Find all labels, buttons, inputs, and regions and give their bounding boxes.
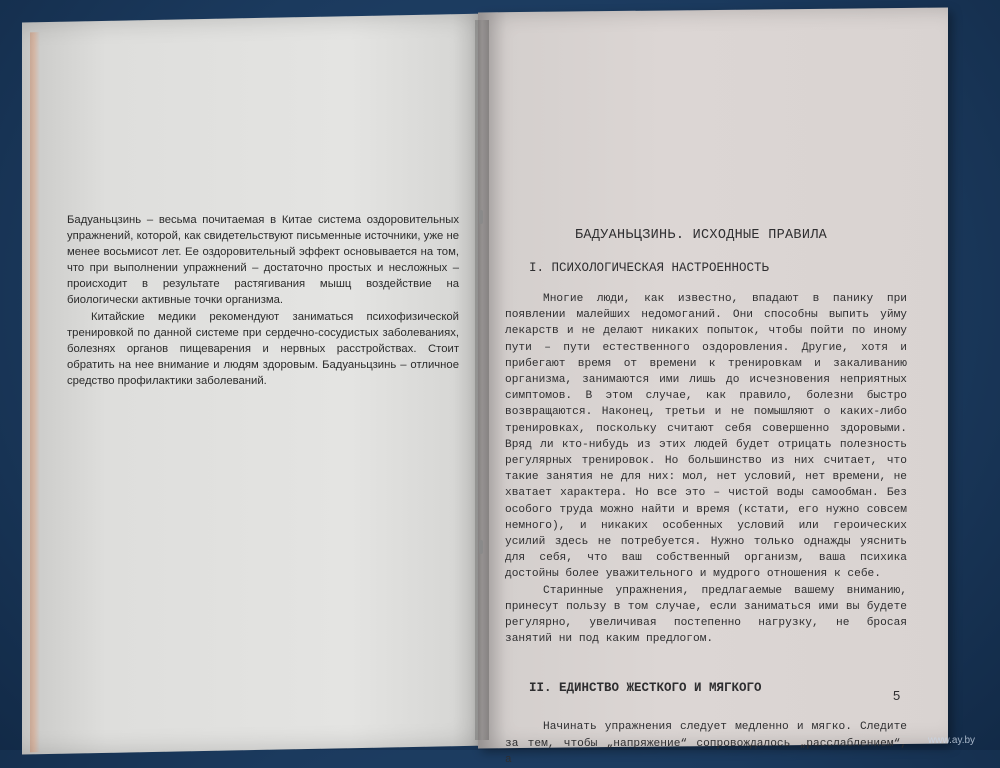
staple (479, 210, 483, 224)
left-paragraph: Китайские медики рекомендуют заниматься психофизической тренировкой по данной системе при сердечно-сосудистых заболеваниях, болезнях органов пищеварения и нервных расстройствах. Стоит обратить на нее внимание и людям здоровым. Бадуаньцзинь – отличное средство профилактики заболеваний. (67, 310, 459, 387)
right-page-text (505, 228, 907, 768)
section-2-paragraph: Начинать упражнения следует медленно и мягко. Следите за тем, чтобы „напряжение“ сопровождалось „расслаблением“, а (505, 721, 907, 766)
section-title-2: II. ЕДИНСТВО ЖЕСТКОГО И МЯГКОГО (529, 681, 762, 696)
watermark: www.ay.by (928, 735, 976, 746)
section-1-paragraph: Многие люди, как известно, впадают в панику при появлении малейших недомоганий. Они способны выпить уйму лекарств и не делают никаких попыток, чтобы пойти по иному пути – пути естественного оздоровления. Другие, хотя и прибегают время от времени к тренировкам и закаливанию организма, занимаются ими лишь до исчезновения неприятных симптомов. В этом случае, как правило, болезни быстро возвращаются. Наконец, третьи и не помышляют о каких-либо тренировках, поскольку считают себя совершенно здоровыми. Вряд ли кто-нибудь из этих людей будет отрицать полезность регулярных тренировок. Но большинство из них считает, что такие занятия не для них: мол, нет условий, нет времени, не хватает характера. Но все это – чистой воды самообман. Без особого труда можно найти и время (кстати, его нужно совсем немного), и никаких особенных условий или героических усилий здесь не потребуется. Нужно только однажды уяснить для себя, что ваш собственный организм, ваша психика достойны более уважительного и мудрого отношения к себе. (505, 293, 907, 581)
section-1-paragraph: Старинные упражнения, предлагаемые вашему вниманию, принесут пользу в том случае, если заниматься ими вы будете регулярно, увеличивая постепенно нагрузку, не бросая занятий ни под каким предлогом. (505, 584, 907, 646)
page-title: БАДУАНЬЦЗИНЬ. ИСХОДНЫЕ ПРАВИЛА (575, 228, 828, 243)
left-page-text (67, 212, 459, 389)
left-paragraph: Бадуаньцзинь – весьма почитаемая в Китае система оздоровительных упражнений, которой, как свидетельствуют письменные источники, уже не менее восьмисот лет. Ее оздоровительный эффект основывается на том, что при выполнении упражнений – достаточно простых и несложных – происходит в результате растягивания мышц воздействие на биологически активные точки организма. (67, 214, 459, 307)
book-spine (475, 20, 489, 740)
staple (479, 540, 483, 554)
page-number: 5 (893, 688, 901, 703)
section-title-1: I. ПСИХОЛОГИЧЕСКАЯ НАСТРОЕННОСТЬ (529, 261, 770, 275)
